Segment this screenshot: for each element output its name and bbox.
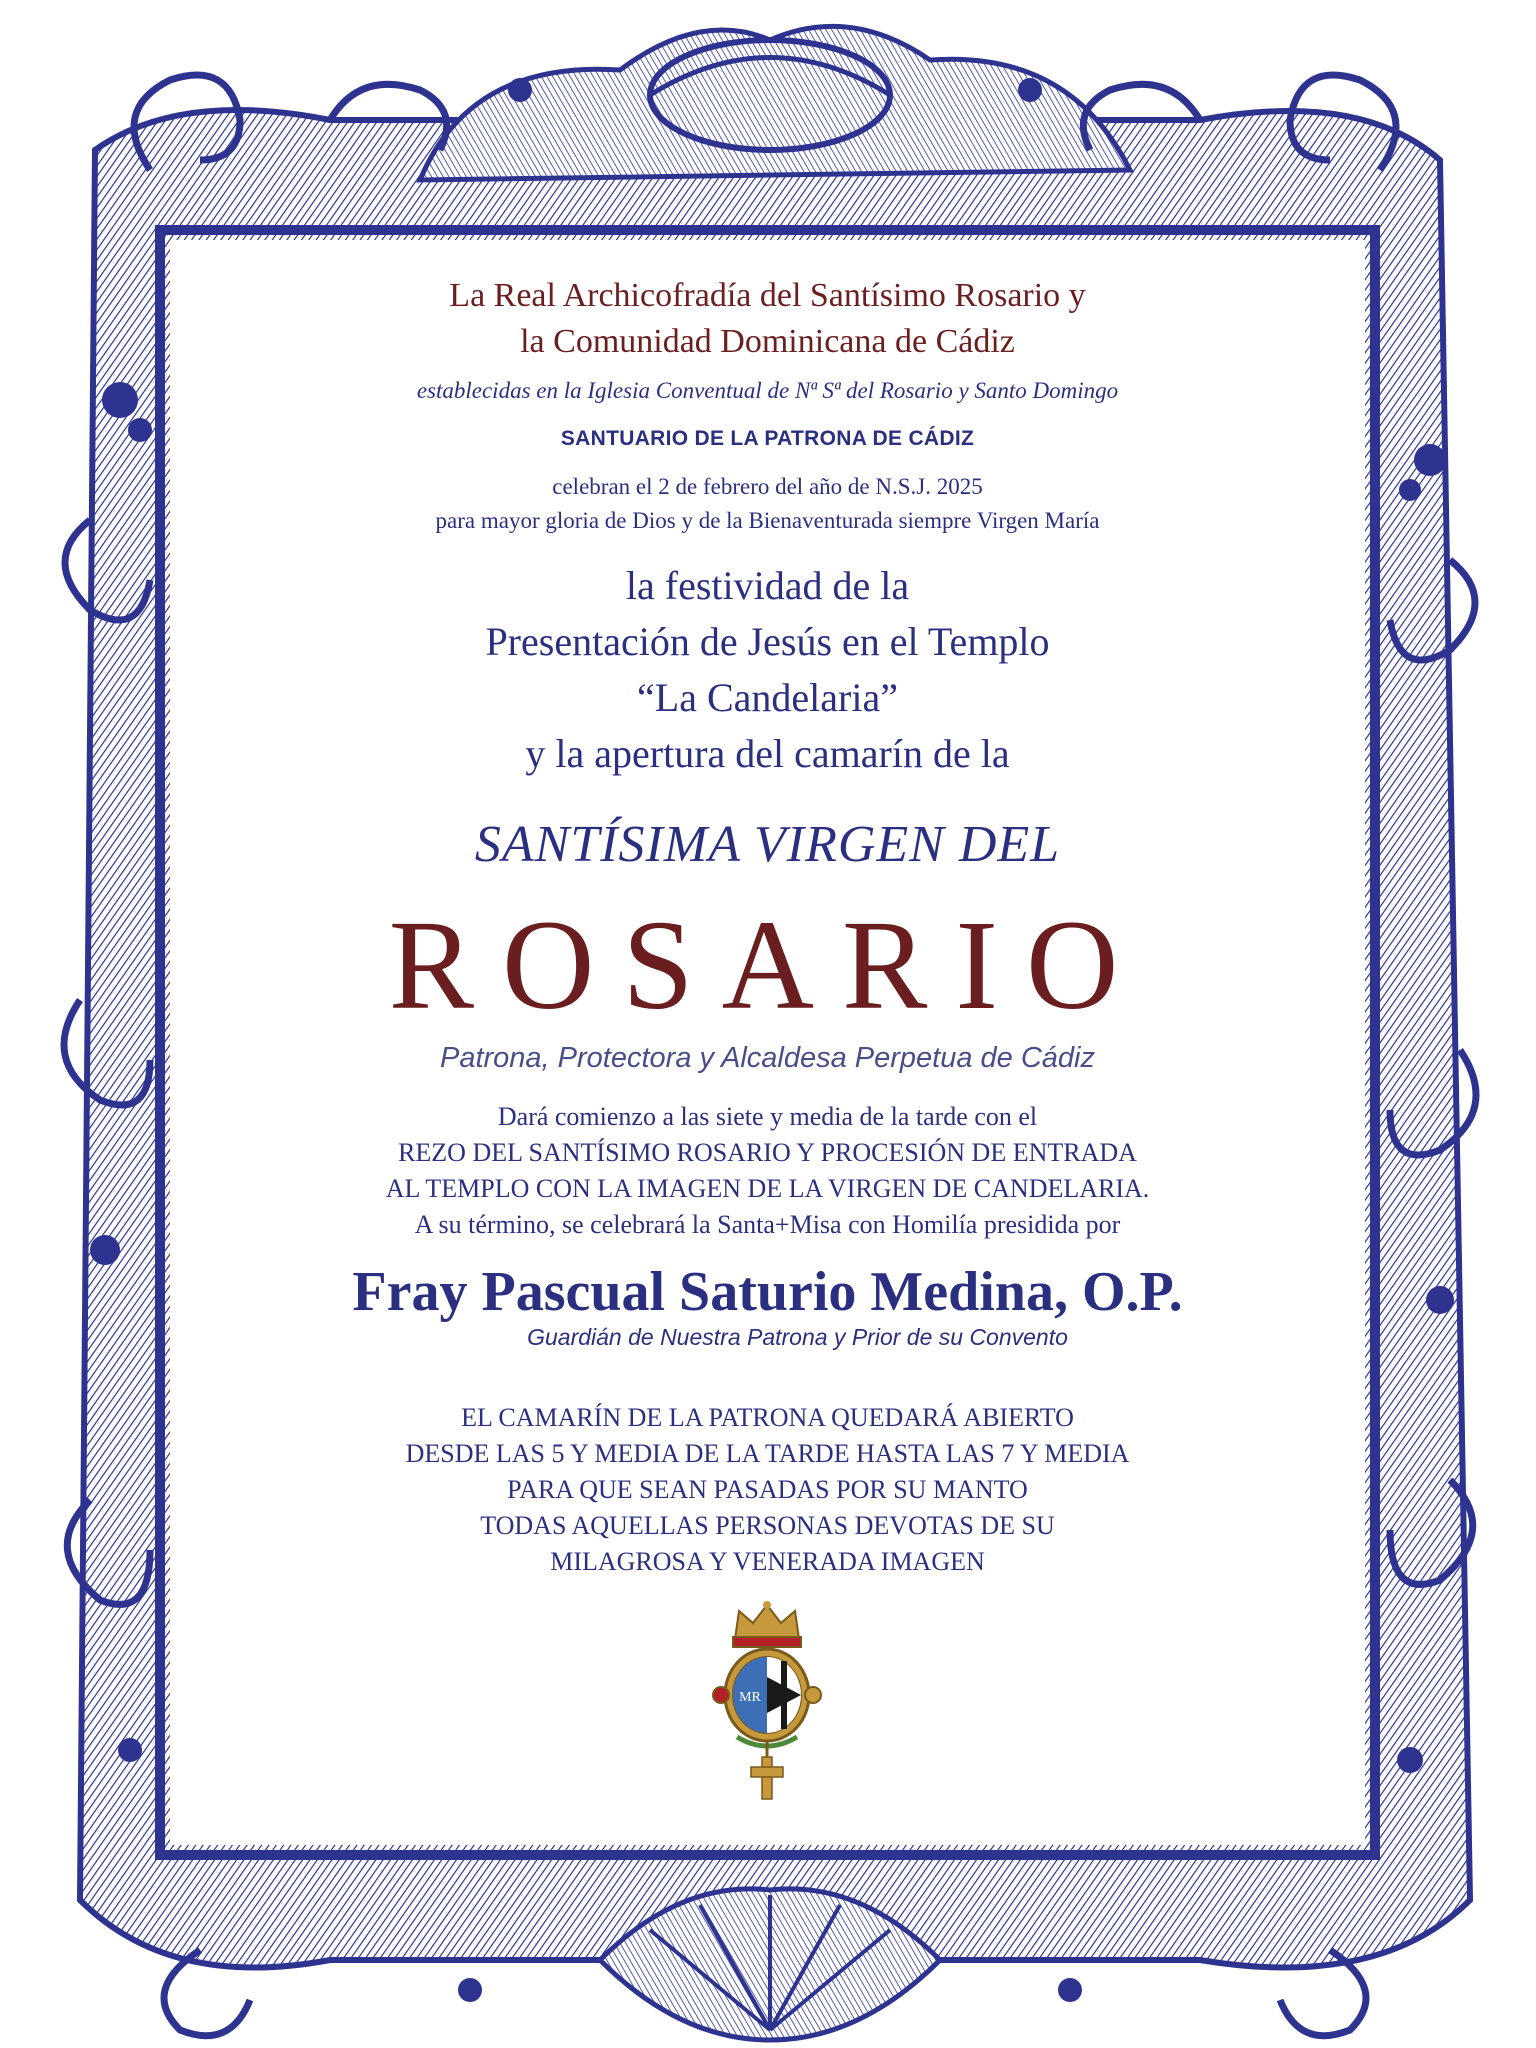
presider-role: Guardián de Nuestra Patrona y Prior de su Convento	[527, 1324, 1068, 1350]
celebration-dedication: para mayor gloria de Dios y de la Bienaventurada siempre Virgen María	[435, 508, 1100, 533]
festivity-line-2: Presentación de Jesús en el Templo	[485, 619, 1050, 664]
festivity-line-3: “La Candelaria”	[637, 675, 898, 720]
festivity-line-1: la festividad de la	[625, 563, 910, 608]
rosario-heading: ROSARIO	[388, 894, 1147, 1036]
organization-line-2: la Comunidad Dominicana de Cádiz	[520, 323, 1015, 360]
brotherhood-crest-icon	[707, 1597, 827, 1802]
camarin-line-1: EL CAMARÍN DE LA PATRONA QUEDARÁ ABIERTO	[461, 1403, 1074, 1432]
program-line-4: A su término, se celebrará la Santa+Misa con Homilía presidida por	[414, 1210, 1121, 1239]
virgin-title: SANTÍSIMA VIRGEN DEL	[474, 816, 1061, 873]
top-cartouche	[420, 26, 1130, 180]
svg-text:MR: MR	[739, 1690, 761, 1705]
established-note: establecidas en la Iglesia Conventual de Nª Sª del Rosario y Santo Domingo	[416, 378, 1119, 403]
organization-line-1: La Real Archicofradía del Santísimo Rosario y	[449, 277, 1086, 314]
virgin-subtitle: Patrona, Protectora y Alcaldesa Perpetua de Cádiz	[439, 1042, 1096, 1074]
sanctuary-label: SANTUARIO DE LA PATRONA DE CÁDIZ	[560, 427, 975, 450]
celebration-date: celebran el 2 de febrero del año de N.S.J. 2025	[552, 474, 983, 499]
festivity-line-4: y la apertura del camarín de la	[525, 731, 1010, 776]
program-line-1: Dará comienzo a las siete y media de la tarde con el	[497, 1102, 1038, 1131]
presider-name: Fray Pascual Saturio Medina, O.P.	[352, 1261, 1183, 1323]
camarin-line-3: PARA QUE SEAN PASADAS POR SU MANTO	[507, 1475, 1028, 1504]
camarin-line-4: TODAS AQUELLAS PERSONAS DEVOTAS DE SU	[480, 1511, 1055, 1540]
content-panel	[170, 240, 1365, 1845]
camarin-line-5: MILAGROSA Y VENERADA IMAGEN	[550, 1547, 985, 1576]
program-line-3: AL TEMPLO CON LA IMAGEN DE LA VIRGEN DE CANDELARIA.	[385, 1174, 1150, 1203]
camarin-line-2: DESDE LAS 5 Y MEDIA DE LA TARDE HASTA LAS 7 Y MEDIA	[405, 1439, 1130, 1468]
program-line-2: REZO DEL SANTÍSIMO ROSARIO Y PROCESIÓN DE ENTRADA	[398, 1138, 1137, 1167]
